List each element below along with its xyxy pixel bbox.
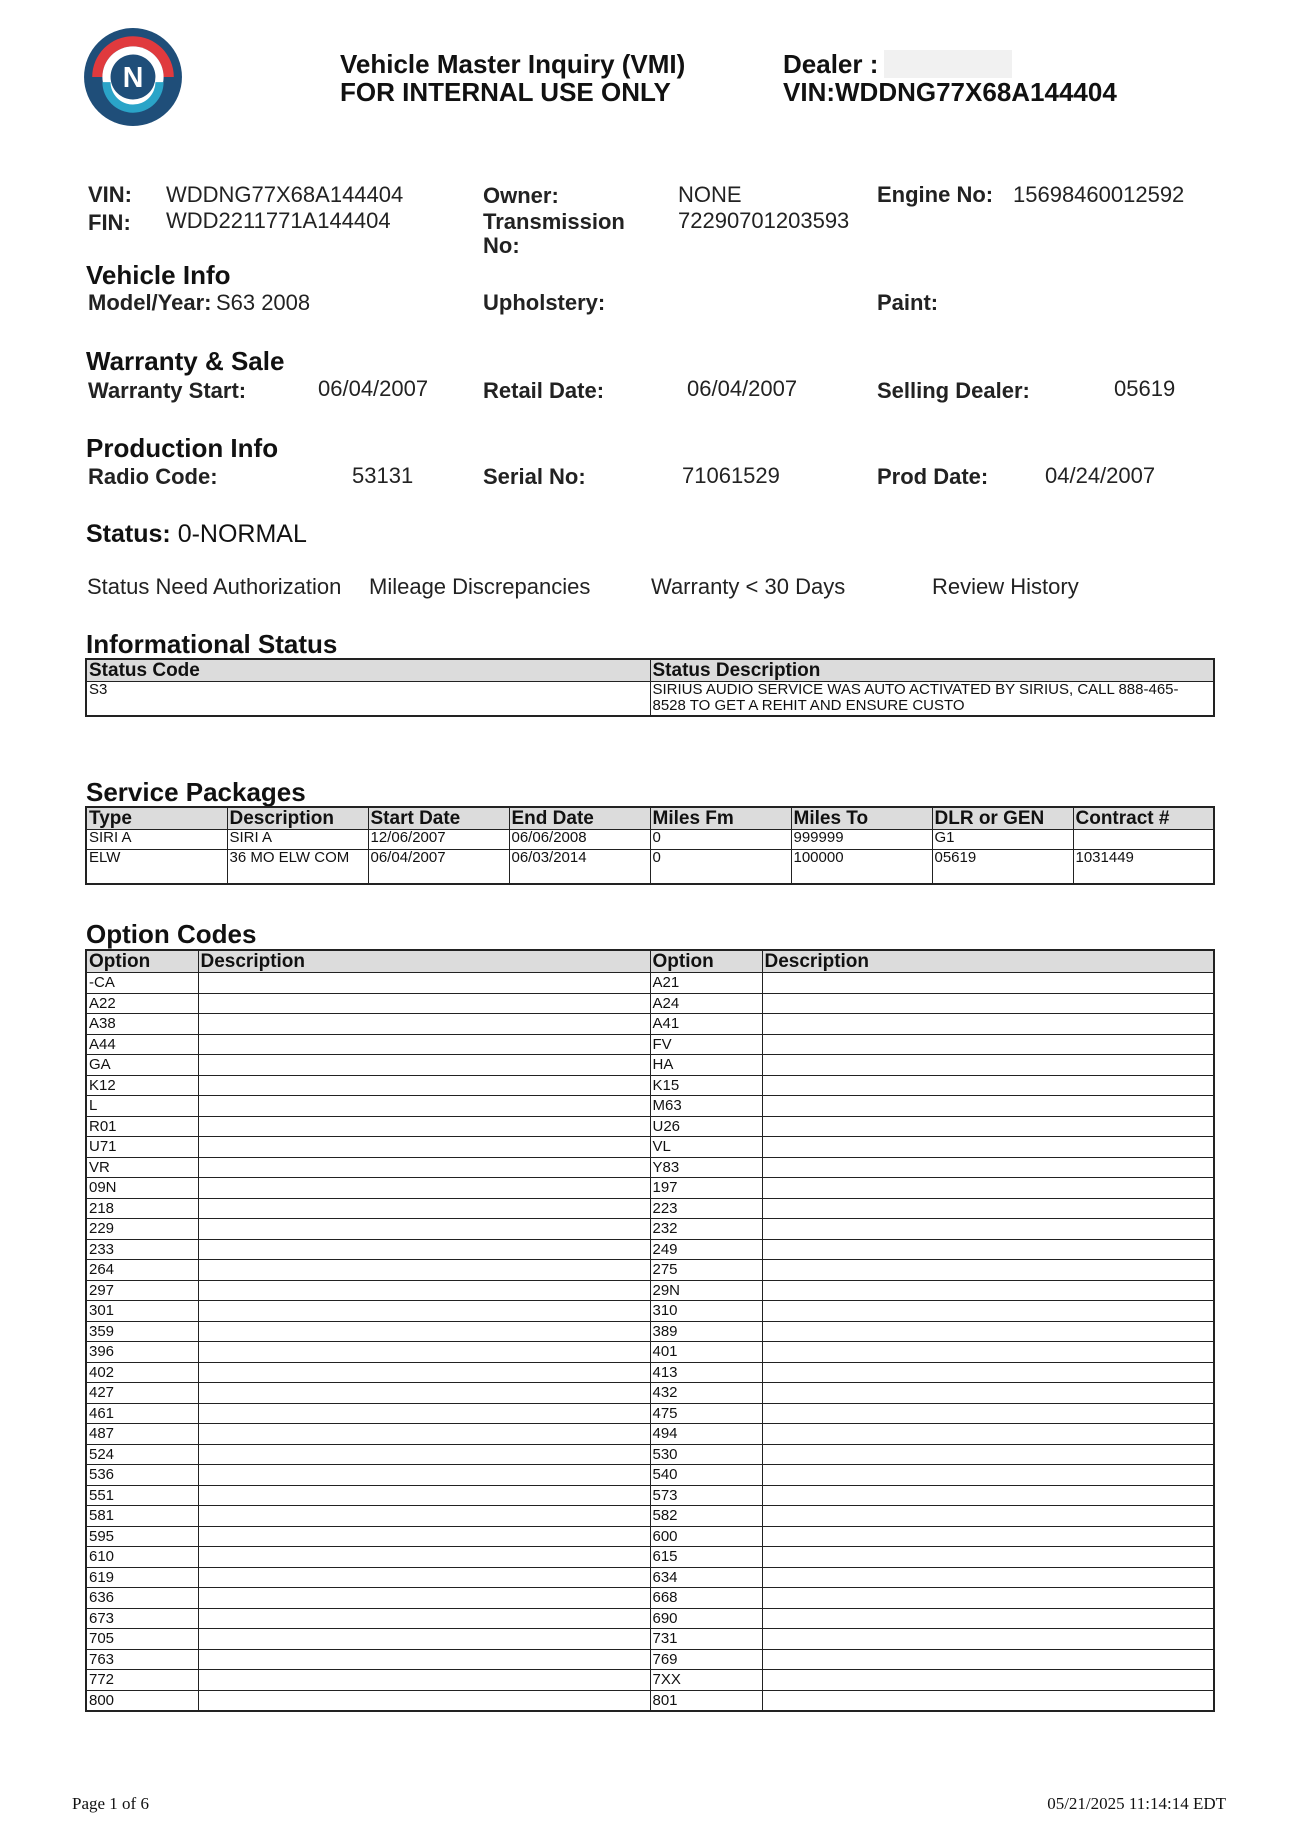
- serial-no-value: 71061529: [682, 463, 780, 488]
- option-code-cell: A41: [650, 1014, 762, 1035]
- option-code-cell: A38: [86, 1014, 198, 1035]
- table-row: [86, 1178, 1214, 1199]
- dealer-label: Dealer :: [783, 49, 879, 79]
- option-description-cell: [762, 1198, 1214, 1219]
- table-row: [86, 1403, 1214, 1424]
- table-cell: 05619: [932, 850, 1073, 884]
- option-code-cell: 232: [650, 1219, 762, 1240]
- column-header: Description: [198, 950, 650, 973]
- status-description-cell: SIRIUS AUDIO SERVICE WAS AUTO ACTIVATED BY SIRIUS, CALL 888-465-8528 TO GET A REHIT AND ENSURE CUSTO: [650, 682, 1214, 717]
- option-code-cell: A21: [650, 973, 762, 994]
- option-code-cell: U26: [650, 1116, 762, 1137]
- option-code-cell: 673: [86, 1608, 198, 1629]
- model-value: S63 2008: [215, 290, 311, 315]
- option-code-cell: 301: [86, 1301, 198, 1322]
- fin-label: FIN:: [88, 210, 131, 235]
- engine-label: Engine No:: [877, 182, 994, 207]
- option-description-cell: [198, 1362, 650, 1383]
- option-description-cell: [198, 1506, 650, 1527]
- option-description-cell: [762, 1506, 1214, 1527]
- vin-value: WDDNG77X68A144404: [166, 182, 404, 207]
- option-code-cell: 218: [86, 1198, 198, 1219]
- option-description-cell: [198, 1178, 650, 1199]
- option-description-cell: [762, 1342, 1214, 1363]
- option-code-cell: A22: [86, 993, 198, 1014]
- option-code-cell: 233: [86, 1239, 198, 1260]
- selling-dealer-label: Selling Dealer:: [877, 378, 1030, 403]
- option-code-cell: 402: [86, 1362, 198, 1383]
- table-cell: 100000: [791, 850, 932, 884]
- owner-label: Owner:: [483, 183, 559, 208]
- vin-label: VIN:: [88, 182, 132, 207]
- status-flag-authorization: Status Need Authorization: [87, 574, 342, 599]
- column-header: End Date: [509, 807, 650, 830]
- column-header: Description: [227, 807, 368, 830]
- option-description-cell: [198, 1629, 650, 1650]
- column-header: Miles Fm: [650, 807, 791, 830]
- table-row: [86, 1342, 1214, 1363]
- option-code-cell: L: [86, 1096, 198, 1117]
- retail-date-label: Retail Date:: [483, 378, 605, 403]
- option-code-cell: -CA: [86, 973, 198, 994]
- svg-text:N: N: [122, 62, 144, 95]
- option-description-cell: [198, 1096, 650, 1117]
- option-code-cell: 09N: [86, 1178, 198, 1199]
- option-code-cell: 705: [86, 1629, 198, 1650]
- table-cell: 0: [650, 830, 791, 850]
- option-description-cell: [762, 1444, 1214, 1465]
- column-header: Miles To: [791, 807, 932, 830]
- owner-value: NONE: [678, 182, 742, 207]
- table-cell: 0: [650, 850, 791, 884]
- option-description-cell: [198, 1547, 650, 1568]
- column-header: Description: [762, 950, 1214, 973]
- option-description-cell: [762, 1362, 1214, 1383]
- service-packages-table: [85, 806, 1215, 885]
- table-row: [86, 1608, 1214, 1629]
- option-code-cell: 427: [86, 1383, 198, 1404]
- option-code-cell: A44: [86, 1034, 198, 1055]
- option-description-cell: [198, 1567, 650, 1588]
- table-cell: 06/06/2008: [509, 830, 650, 850]
- option-code-cell: 297: [86, 1280, 198, 1301]
- informational-status-table: [85, 658, 1215, 717]
- warranty-start-value: 06/04/2007: [318, 376, 429, 401]
- transmission-label: [483, 210, 625, 258]
- option-description-cell: [762, 1075, 1214, 1096]
- option-description-cell: [762, 1055, 1214, 1076]
- table-row: [86, 1424, 1214, 1445]
- option-description-cell: [198, 993, 650, 1014]
- option-description-cell: [198, 973, 650, 994]
- selling-dealer-value: 05619: [1114, 376, 1176, 401]
- option-description-cell: [762, 1301, 1214, 1322]
- section-title-option-codes: Option Codes: [86, 919, 257, 949]
- table-row: [86, 993, 1214, 1014]
- table-row: [86, 1444, 1214, 1465]
- option-code-cell: 769: [650, 1649, 762, 1670]
- table-cell: SIRI A: [86, 830, 227, 850]
- option-code-cell: 310: [650, 1301, 762, 1322]
- table-row: [86, 1362, 1214, 1383]
- column-header: Status Code: [86, 659, 650, 682]
- table-cell: SIRI A: [227, 830, 368, 850]
- option-code-cell: K12: [86, 1075, 198, 1096]
- option-code-cell: 582: [650, 1506, 762, 1527]
- table-row: [86, 1690, 1214, 1711]
- section-title-warranty: Warranty & Sale: [86, 346, 285, 376]
- header-vin: VIN:WDDNG77X68A144404: [783, 77, 1117, 107]
- option-description-cell: [198, 1403, 650, 1424]
- table-row: [86, 1157, 1214, 1178]
- option-code-cell: VR: [86, 1157, 198, 1178]
- option-code-cell: 619: [86, 1567, 198, 1588]
- radio-code-value: 53131: [352, 463, 414, 488]
- table-row: [86, 1567, 1214, 1588]
- option-code-cell: Y83: [650, 1157, 762, 1178]
- option-code-cell: 690: [650, 1608, 762, 1629]
- model-year: [88, 290, 310, 316]
- option-code-cell: 772: [86, 1670, 198, 1691]
- option-code-cell: 396: [86, 1342, 198, 1363]
- option-description-cell: [198, 1014, 650, 1035]
- option-description-cell: [198, 1608, 650, 1629]
- option-code-cell: 668: [650, 1588, 762, 1609]
- option-description-cell: [198, 1526, 650, 1547]
- option-description-cell: [762, 1260, 1214, 1281]
- option-code-cell: M63: [650, 1096, 762, 1117]
- table-row: [86, 1526, 1214, 1547]
- option-code-cell: 494: [650, 1424, 762, 1445]
- table-row: [86, 1321, 1214, 1342]
- option-code-cell: 249: [650, 1239, 762, 1260]
- option-description-cell: [198, 1588, 650, 1609]
- table-row: [86, 1260, 1214, 1281]
- option-code-cell: 401: [650, 1342, 762, 1363]
- option-code-cell: 581: [86, 1506, 198, 1527]
- status-flag-mileage: Mileage Discrepancies: [369, 574, 591, 599]
- option-code-cell: 731: [650, 1629, 762, 1650]
- option-code-cell: 524: [86, 1444, 198, 1465]
- radio-code-label: Radio Code:: [88, 464, 218, 489]
- fin-value: WDD2211771A144404: [166, 208, 391, 233]
- option-code-cell: 264: [86, 1260, 198, 1281]
- option-description-cell: [198, 1424, 650, 1445]
- option-description-cell: [198, 1485, 650, 1506]
- page-title-line2: FOR INTERNAL USE ONLY: [340, 77, 671, 107]
- column-header: Status Description: [650, 659, 1214, 682]
- table-cell: [1073, 830, 1214, 850]
- table-row: [86, 1588, 1214, 1609]
- table-row: [86, 1075, 1214, 1096]
- option-description-cell: [198, 1137, 650, 1158]
- option-description-cell: [762, 1280, 1214, 1301]
- option-code-cell: 197: [650, 1178, 762, 1199]
- option-description-cell: [762, 1547, 1214, 1568]
- option-code-cell: 610: [86, 1547, 198, 1568]
- transmission-label-line1: Transmission: [483, 209, 625, 234]
- option-description-cell: [198, 1219, 650, 1240]
- option-description-cell: [198, 1301, 650, 1322]
- dealer-redaction: [884, 50, 1012, 78]
- prod-date-value: 04/24/2007: [1045, 463, 1156, 488]
- option-description-cell: [762, 1239, 1214, 1260]
- option-code-cell: 487: [86, 1424, 198, 1445]
- section-title-vehicle-info: Vehicle Info: [86, 260, 231, 290]
- option-code-cell: GA: [86, 1055, 198, 1076]
- option-description-cell: [198, 1198, 650, 1219]
- option-code-cell: K15: [650, 1075, 762, 1096]
- option-code-cell: 229: [86, 1219, 198, 1240]
- option-code-cell: 461: [86, 1403, 198, 1424]
- table-row: [86, 1137, 1214, 1158]
- footer-timestamp: 05/21/2025 11:14:14 EDT: [1047, 1794, 1226, 1813]
- option-code-cell: 573: [650, 1485, 762, 1506]
- option-description-cell: [762, 1526, 1214, 1547]
- transmission-label-line2: No:: [483, 233, 520, 258]
- option-description-cell: [198, 1342, 650, 1363]
- engine-value: 15698460012592: [1013, 182, 1185, 207]
- table-row: [86, 1383, 1214, 1404]
- option-description-cell: [198, 1465, 650, 1486]
- option-description-cell: [762, 1219, 1214, 1240]
- option-code-cell: 615: [650, 1547, 762, 1568]
- status-label: Status:: [86, 520, 171, 548]
- table-row: [86, 850, 1214, 884]
- table-row: [86, 1034, 1214, 1055]
- table-row: [86, 1670, 1214, 1691]
- option-code-cell: 595: [86, 1526, 198, 1547]
- option-description-cell: [762, 1588, 1214, 1609]
- option-description-cell: [198, 1055, 650, 1076]
- option-code-cell: 540: [650, 1465, 762, 1486]
- table-row: [86, 1465, 1214, 1486]
- warranty-start-label: Warranty Start:: [88, 378, 247, 403]
- model-label: Model/Year:: [88, 290, 212, 315]
- option-description-cell: [762, 973, 1214, 994]
- status-value: 0-NORMAL: [177, 520, 307, 548]
- option-description-cell: [762, 1608, 1214, 1629]
- section-title-service-packages: Service Packages: [86, 777, 306, 807]
- option-code-cell: U71: [86, 1137, 198, 1158]
- option-description-cell: [762, 1424, 1214, 1445]
- option-description-cell: [762, 1137, 1214, 1158]
- option-code-cell: 530: [650, 1444, 762, 1465]
- option-code-cell: 389: [650, 1321, 762, 1342]
- option-description-cell: [762, 1096, 1214, 1117]
- table-row: [86, 1116, 1214, 1137]
- option-description-cell: [198, 1239, 650, 1260]
- table-cell: 06/03/2014: [509, 850, 650, 884]
- option-description-cell: [762, 1690, 1214, 1711]
- table-row: [86, 1301, 1214, 1322]
- brand-n-logo-icon: [82, 26, 184, 128]
- table-cell: ELW: [86, 850, 227, 884]
- table-row: [86, 1547, 1214, 1568]
- option-code-cell: 600: [650, 1526, 762, 1547]
- table-cell: 999999: [791, 830, 932, 850]
- option-code-cell: 413: [650, 1362, 762, 1383]
- option-code-cell: 432: [650, 1383, 762, 1404]
- option-code-cell: 359: [86, 1321, 198, 1342]
- column-header: Type: [86, 807, 227, 830]
- table-row: [86, 1649, 1214, 1670]
- option-description-cell: [762, 1629, 1214, 1650]
- option-code-cell: 763: [86, 1649, 198, 1670]
- option-description-cell: [762, 1403, 1214, 1424]
- section-title-informational-status: Informational Status: [86, 629, 338, 659]
- column-header: DLR or GEN: [932, 807, 1073, 830]
- status-code-cell: S3: [86, 682, 650, 717]
- table-cell: G1: [932, 830, 1073, 850]
- option-description-cell: [198, 1383, 650, 1404]
- option-code-cell: 29N: [650, 1280, 762, 1301]
- option-description-cell: [762, 1321, 1214, 1342]
- column-header: Option: [650, 950, 762, 973]
- table-cell: 36 MO ELW COM: [227, 850, 368, 884]
- table-row: [86, 973, 1214, 994]
- status-line: [86, 520, 307, 549]
- table-row: [86, 1198, 1214, 1219]
- option-code-cell: 800: [86, 1690, 198, 1711]
- option-description-cell: [762, 1157, 1214, 1178]
- table-cell: 1031449: [1073, 850, 1214, 884]
- option-description-cell: [198, 1260, 650, 1281]
- table-row: [86, 1219, 1214, 1240]
- column-header: Contract #: [1073, 807, 1214, 830]
- option-description-cell: [198, 1321, 650, 1342]
- column-header: Option: [86, 950, 198, 973]
- option-description-cell: [198, 1690, 650, 1711]
- table-row: [86, 682, 1214, 717]
- table-row: [86, 1506, 1214, 1527]
- option-code-cell: 634: [650, 1567, 762, 1588]
- table-row: [86, 830, 1214, 850]
- status-flag-review-history: Review History: [932, 574, 1079, 599]
- transmission-value: 72290701203593: [678, 208, 850, 233]
- option-description-cell: [198, 1075, 650, 1096]
- option-code-cell: 475: [650, 1403, 762, 1424]
- option-description-cell: [762, 1034, 1214, 1055]
- option-code-cell: 223: [650, 1198, 762, 1219]
- option-code-cell: A24: [650, 993, 762, 1014]
- option-code-cell: R01: [86, 1116, 198, 1137]
- page-title-line1: Vehicle Master Inquiry (VMI): [340, 49, 686, 79]
- option-code-cell: 275: [650, 1260, 762, 1281]
- status-flag-warranty: Warranty < 30 Days: [651, 574, 846, 599]
- table-row: [86, 1096, 1214, 1117]
- option-description-cell: [762, 1670, 1214, 1691]
- table-cell: 12/06/2007: [368, 830, 509, 850]
- upholstery-label: Upholstery:: [483, 290, 606, 315]
- option-description-cell: [198, 1444, 650, 1465]
- option-description-cell: [198, 1116, 650, 1137]
- table-row: [86, 1485, 1214, 1506]
- table-row: [86, 1014, 1214, 1035]
- option-description-cell: [198, 1280, 650, 1301]
- retail-date-value: 06/04/2007: [687, 376, 798, 401]
- option-description-cell: [762, 1014, 1214, 1035]
- option-code-cell: 801: [650, 1690, 762, 1711]
- option-description-cell: [198, 1649, 650, 1670]
- option-description-cell: [198, 1670, 650, 1691]
- column-header: Start Date: [368, 807, 509, 830]
- option-code-cell: VL: [650, 1137, 762, 1158]
- option-code-cell: 536: [86, 1465, 198, 1486]
- page-title: [340, 50, 685, 106]
- option-description-cell: [198, 1157, 650, 1178]
- option-description-cell: [762, 993, 1214, 1014]
- table-row: [86, 1055, 1214, 1076]
- serial-no-label: Serial No:: [483, 464, 586, 489]
- page-number: Page 1 of 6: [72, 1794, 149, 1813]
- option-codes-table: [85, 949, 1215, 1712]
- dealer-block: [783, 50, 1117, 106]
- prod-date-label: Prod Date:: [877, 464, 989, 489]
- table-cell: 06/04/2007: [368, 850, 509, 884]
- option-description-cell: [762, 1116, 1214, 1137]
- paint-label: Paint:: [877, 290, 939, 315]
- option-description-cell: [198, 1034, 650, 1055]
- section-title-production: Production Info: [86, 433, 279, 463]
- option-code-cell: 7XX: [650, 1670, 762, 1691]
- option-code-cell: HA: [650, 1055, 762, 1076]
- option-code-cell: FV: [650, 1034, 762, 1055]
- option-description-cell: [762, 1465, 1214, 1486]
- option-description-cell: [762, 1567, 1214, 1588]
- table-row: [86, 1239, 1214, 1260]
- option-description-cell: [762, 1178, 1214, 1199]
- table-row: [86, 1629, 1214, 1650]
- table-row: [86, 1280, 1214, 1301]
- option-description-cell: [762, 1383, 1214, 1404]
- option-description-cell: [762, 1649, 1214, 1670]
- option-description-cell: [762, 1485, 1214, 1506]
- option-code-cell: 636: [86, 1588, 198, 1609]
- option-code-cell: 551: [86, 1485, 198, 1506]
